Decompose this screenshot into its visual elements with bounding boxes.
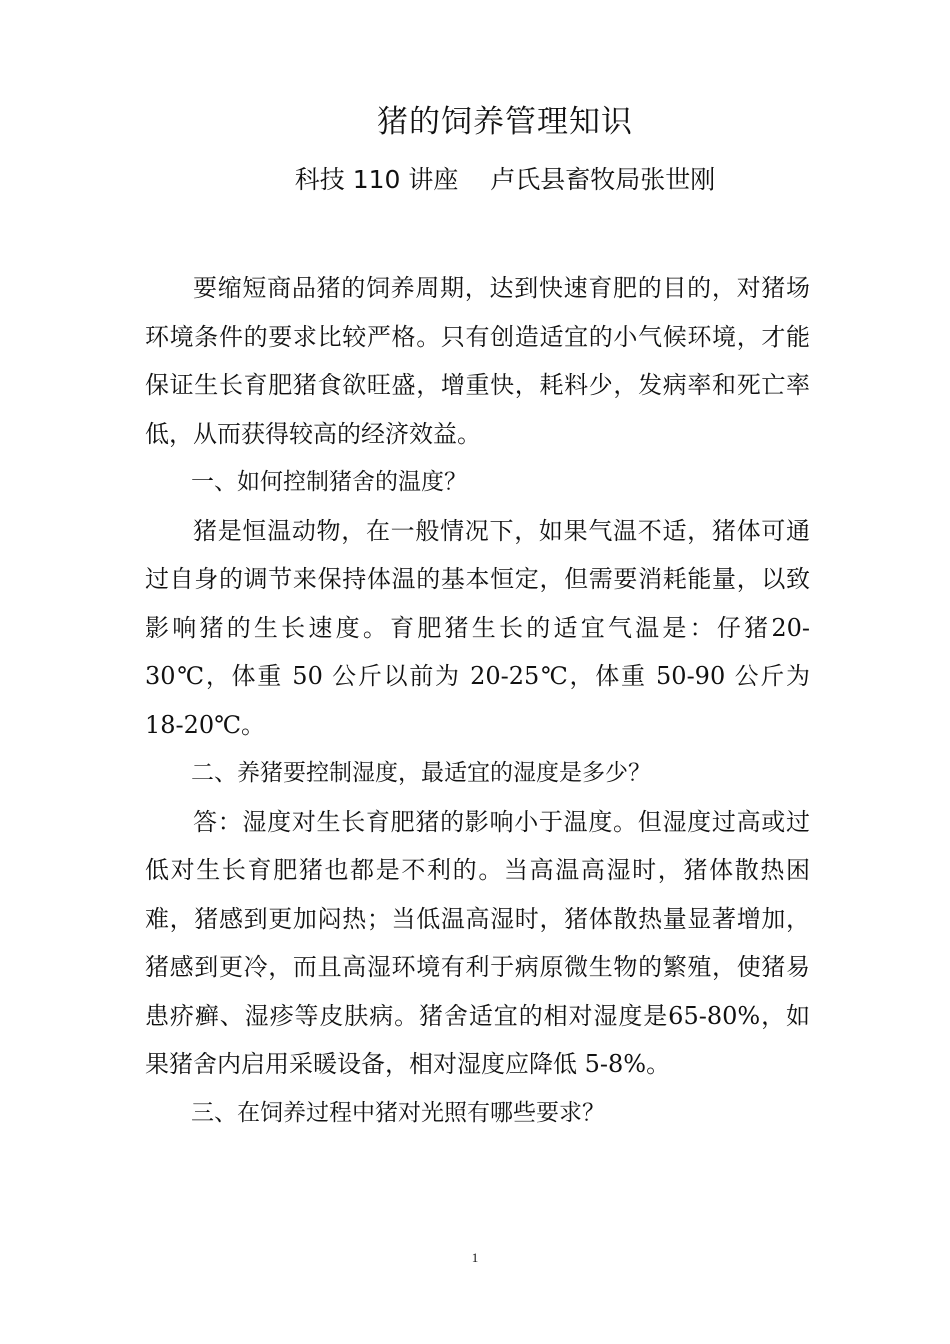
section-heading-humidity: 二、养猪要控制湿度，最适宜的湿度是多少？ [191, 760, 651, 786]
section-text-temperature: 猪是恒温动物，在一般情况下，如果气温不适，猪体可通过自身的调节来保持体温的基本恒定，但需要消耗能量，以致影响猪的生长速度。育肥猪生长的适宜气温是：仔猪20-30℃，体重 50 公斤以前为 20-25℃，体重 50-90 公斤为 18-20℃。 [145, 516, 810, 739]
section-heading-temperature: 一、如何控制猪舍的温度？ [191, 469, 467, 495]
document-subtitle: 科技 110 讲座 卢氏县畜牧局张世刚 [294, 165, 716, 194]
section-heading-lighting: 三、在饲养过程中猪对光照有哪些要求？ [191, 1099, 605, 1126]
document-title: 猪的饲养管理知识 [377, 104, 633, 140]
document-body [145, 264, 810, 1137]
page-number: 1 [471, 1250, 479, 1265]
section-text-humidity: 答：湿度对生长育肥猪的影响小于温度。但湿度过高或过低对生长育肥猪也都是不利的。当高温高湿时，猪体散热困难，猪感到更加闷热；当低温高湿时，猪体散热量显著增加，猪感到更冷，而且高湿环境有利于病原微生物的繁殖，使猪易患疥癣、湿疹等皮肤病。猪舍适宜的相对湿度是65-80%，如果猪舍内启用采暖设备，相对湿度应降低 5-8%。 [145, 807, 810, 1078]
intro-paragraph: 要缩短商品猪的饲养周期，达到快速育肥的目的，对猪场环境条件的要求比较严格。只有创造适宜的小气候环境，才能保证生长育肥猪食欲旺盛，增重快，耗料少，发病率和死亡率低，从而获得较高的经济效益。 [145, 274, 810, 448]
